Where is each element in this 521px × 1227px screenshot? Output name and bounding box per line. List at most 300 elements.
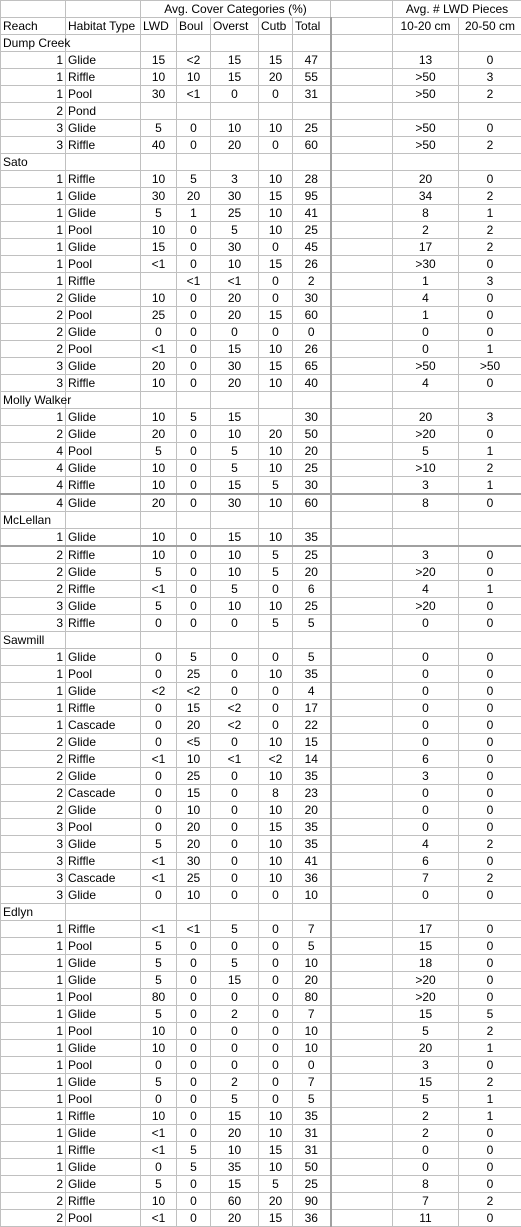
cell-lwd-10-20cm: >10 [393,460,459,477]
cell-cutb: 10 [259,1159,293,1176]
cell-lwd: 10 [141,546,177,564]
cell-lwd: 10 [141,460,177,477]
empty-cell [393,512,459,529]
cell-lwd-20-50cm: 0 [459,649,521,666]
cell-habitat-type: Riffle [66,273,141,290]
cell-overst: 20 [211,1125,259,1142]
cell-cutb: 15 [259,307,293,324]
spacer-cell [331,188,393,205]
spacer-cell [331,683,393,700]
cell-reach: 1 [1,205,66,222]
empty-cell [293,512,331,529]
cell-lwd [141,273,177,290]
cell-lwd-20-50cm: 2 [459,239,521,256]
cell-lwd-10-20cm: 0 [393,649,459,666]
section-header-row [1,632,521,649]
table-row [1,324,521,341]
cell-lwd-20-50cm: 0 [459,546,521,564]
cell-overst: 15 [211,972,259,989]
cell-habitat-type: Glide [66,1125,141,1142]
cell-overst: 15 [211,341,259,358]
cell-overst: 5 [211,222,259,239]
cell-total: 47 [293,52,331,69]
spacer-cell [331,1040,393,1057]
cell-overst: 5 [211,581,259,598]
col-total: Total [293,18,331,35]
cell-reach: 2 [1,564,66,581]
cell-cutb: 0 [259,1091,293,1108]
cell-lwd-10-20cm: 7 [393,870,459,887]
cell-lwd-20-50cm: 0 [459,700,521,717]
cell-total: 31 [293,1142,331,1159]
cell-overst [211,103,259,120]
cell-lwd: 10 [141,69,177,86]
table-row [1,1142,521,1159]
cell-lwd: 5 [141,120,177,137]
cell-lwd-10-20cm: 8 [393,205,459,222]
table-row [1,751,521,768]
cell-lwd: 10 [141,171,177,188]
cell-lwd: 5 [141,1006,177,1023]
cell-boul: 20 [177,188,211,205]
cell-lwd: 0 [141,1057,177,1074]
cell-lwd-20-50cm: 2 [459,1023,521,1040]
cell-lwd: 0 [141,615,177,632]
cell-habitat-type: Pool [66,86,141,103]
cell-reach: 1 [1,717,66,734]
table-row [1,1159,521,1176]
cell-cutb: 0 [259,972,293,989]
cell-boul: 0 [177,581,211,598]
spacer-cell [331,1125,393,1142]
cell-lwd: 10 [141,1040,177,1057]
cell-overst: 5 [211,460,259,477]
section-header-row [1,392,521,409]
lwd-pieces-header: Avg. # LWD Pieces [393,1,521,18]
cell-total: 35 [293,529,331,547]
table-row [1,989,521,1006]
spacer-cell [331,564,393,581]
table-row [1,1091,521,1108]
spacer-cell [331,1142,393,1159]
cell-reach: 3 [1,887,66,904]
table-row [1,426,521,443]
cell-lwd-10-20cm: >20 [393,598,459,615]
cell-habitat-type: Riffle [66,1142,141,1159]
cell-boul: 5 [177,649,211,666]
cell-lwd: 0 [141,785,177,802]
cell-lwd-20-50cm: 0 [459,1176,521,1193]
spacer-cell [331,581,393,598]
cell-lwd-20-50cm: 0 [459,324,521,341]
cell-cutb: 0 [259,717,293,734]
cell-reach: 1 [1,955,66,972]
cell-overst: 0 [211,819,259,836]
cell-cutb: 0 [259,1023,293,1040]
spacer-cell [331,120,393,137]
empty-cell [211,904,259,921]
cell-total: 7 [293,921,331,938]
empty-cell [393,904,459,921]
cell-lwd: 0 [141,717,177,734]
empty-cell [141,512,177,529]
cell-lwd: <1 [141,581,177,598]
cell-reach: 2 [1,785,66,802]
table-row [1,1006,521,1023]
cell-boul: 20 [177,717,211,734]
cell-lwd: 5 [141,443,177,460]
spacer-cell [331,171,393,188]
col-20-50cm: 20-50 cm [459,18,521,35]
cell-total: 25 [293,222,331,239]
cell-lwd: 20 [141,358,177,375]
cell-habitat-type: Pool [66,1057,141,1074]
cell-lwd: 0 [141,734,177,751]
spacer-cell [331,426,393,443]
empty-cell [177,392,211,409]
cell-lwd-20-50cm: 0 [459,615,521,632]
cell-boul [177,103,211,120]
cell-total: 30 [293,409,331,426]
cell-habitat-type: Glide [66,649,141,666]
cell-cutb: 0 [259,1057,293,1074]
cell-total: 20 [293,972,331,989]
table-row [1,103,521,120]
cell-boul: 0 [177,598,211,615]
cell-lwd: <1 [141,853,177,870]
cell-total: 5 [293,1091,331,1108]
cell-lwd-10-20cm: 15 [393,1074,459,1091]
spacer-cell [331,853,393,870]
cell-overst: 30 [211,188,259,205]
table-row [1,1023,521,1040]
cell-habitat-type: Pool [66,256,141,273]
cell-total: 0 [293,1057,331,1074]
cell-total: 40 [293,375,331,392]
cell-cutb: 0 [259,581,293,598]
cell-total: 25 [293,1176,331,1193]
table-row [1,358,521,375]
cell-overst: 10 [211,256,259,273]
empty-cell [331,392,393,409]
cell-lwd-10-20cm: 1 [393,273,459,290]
empty-cell [66,154,141,171]
cell-overst: 0 [211,989,259,1006]
cell-overst: 0 [211,649,259,666]
cell-reach: 2 [1,734,66,751]
cell-boul: 0 [177,529,211,547]
empty-cell [393,632,459,649]
col-10-20cm: 10-20 cm [393,18,459,35]
cell-lwd: 10 [141,290,177,307]
table-row [1,666,521,683]
table-row [1,546,521,564]
table-row [1,52,521,69]
cell-lwd: 0 [141,1091,177,1108]
empty-cell [259,392,293,409]
cell-total: 35 [293,819,331,836]
spacer-cell [331,955,393,972]
cell-habitat-type: Glide [66,529,141,547]
cell-overst: 20 [211,290,259,307]
cell-cutb: 20 [259,69,293,86]
cell-total: 6 [293,581,331,598]
table-row [1,307,521,324]
cell-habitat-type: Pool [66,222,141,239]
cell-boul: 10 [177,69,211,86]
col-cutb: Cutb [259,18,293,35]
spacer-cell [331,1074,393,1091]
cell-cutb: 15 [259,1210,293,1227]
cell-habitat-type: Glide [66,1074,141,1091]
cell-reach: 2 [1,341,66,358]
table-row [1,222,521,239]
cell-boul: 20 [177,819,211,836]
cell-boul: 5 [177,409,211,426]
empty-cell [459,632,521,649]
cell-total: 23 [293,785,331,802]
cell-lwd-20-50cm: 0 [459,426,521,443]
cell-lwd-20-50cm: 0 [459,887,521,904]
empty-cell [331,154,393,171]
cell-reach: 2 [1,426,66,443]
cell-reach: 1 [1,683,66,700]
cell-cutb: 10 [259,1125,293,1142]
spacer-cell [331,1057,393,1074]
cell-cutb: 5 [259,615,293,632]
cell-overst: <2 [211,700,259,717]
cell-lwd-10-20cm: 2 [393,1125,459,1142]
cell-lwd: 5 [141,955,177,972]
cell-boul: 0 [177,1074,211,1091]
cell-boul: 0 [177,477,211,495]
cell-lwd-10-20cm: 0 [393,1142,459,1159]
table-row [1,69,521,86]
cell-overst: 60 [211,1193,259,1210]
cell-lwd: 80 [141,989,177,1006]
spacer-cell [331,802,393,819]
cell-boul: <2 [177,683,211,700]
cell-overst: 30 [211,239,259,256]
cell-boul: 5 [177,1142,211,1159]
spacer-cell [331,819,393,836]
cell-lwd-10-20cm: 8 [393,494,459,512]
cell-lwd-20-50cm: 1 [459,341,521,358]
cell-lwd-20-50cm: 0 [459,683,521,700]
cell-habitat-type: Pool [66,666,141,683]
cell-boul: 0 [177,1210,211,1227]
cell-reach: 1 [1,938,66,955]
spacer-cell [331,615,393,632]
cell-lwd-20-50cm: 1 [459,1108,521,1125]
cell-overst: 0 [211,1040,259,1057]
table-row [1,649,521,666]
empty-cell [459,35,521,52]
section-header-row [1,904,521,921]
cell-lwd: <1 [141,870,177,887]
cell-boul: 0 [177,239,211,256]
cell-boul: <1 [177,273,211,290]
spacer-cell [331,649,393,666]
cell-lwd-20-50cm: 0 [459,307,521,324]
cell-lwd-20-50cm: 0 [459,768,521,785]
cell-cutb: 0 [259,683,293,700]
cell-boul: 5 [177,1159,211,1176]
table-row [1,256,521,273]
cell-reach: 1 [1,1125,66,1142]
cell-cutb: 10 [259,836,293,853]
cell-boul: 0 [177,615,211,632]
cell-cutb: <2 [259,751,293,768]
cell-total: 36 [293,1210,331,1227]
cell-boul: 0 [177,955,211,972]
section-header-row [1,512,521,529]
cell-cutb: 5 [259,564,293,581]
cell-cutb: 10 [259,529,293,547]
cell-lwd-10-20cm: >50 [393,358,459,375]
cell-cutb: 15 [259,256,293,273]
cell-total: 26 [293,341,331,358]
cell-total: 20 [293,564,331,581]
cell-habitat-type: Glide [66,768,141,785]
table-row [1,853,521,870]
cell-lwd: 0 [141,324,177,341]
spacer-cell [331,529,393,547]
empty-cell [177,512,211,529]
col-habitat-type: Habitat Type [66,18,141,35]
cell-boul: 5 [177,171,211,188]
cell-cutb: 20 [259,426,293,443]
spacer-cell [331,137,393,154]
cell-boul: <2 [177,52,211,69]
table-row [1,494,521,512]
empty-cell [211,512,259,529]
col-spacer [331,18,393,35]
cell-total: 55 [293,69,331,86]
cell-lwd-20-50cm: 5 [459,1006,521,1023]
cell-lwd: 0 [141,649,177,666]
table-row [1,598,521,615]
col-boul: Boul [177,18,211,35]
cell-lwd: 5 [141,972,177,989]
cell-habitat-type: Glide [66,426,141,443]
empty-cell [459,904,521,921]
cell-habitat-type: Glide [66,460,141,477]
cell-cutb: 0 [259,921,293,938]
cell-boul: 0 [177,256,211,273]
cell-reach: 1 [1,1040,66,1057]
cell-lwd: <1 [141,341,177,358]
cell-cutb: 0 [259,239,293,256]
cell-cutb: 0 [259,989,293,1006]
cell-total: 10 [293,887,331,904]
cell-lwd-20-50cm: 0 [459,494,521,512]
cell-cutb: 5 [259,1176,293,1193]
cell-total: 25 [293,120,331,137]
spacer-cell [331,717,393,734]
cell-lwd-20-50cm: 1 [459,1040,521,1057]
cell-lwd-20-50cm: 0 [459,938,521,955]
spacer-cell [331,887,393,904]
table-row [1,375,521,392]
cell-total: 17 [293,700,331,717]
empty-cell [293,154,331,171]
cell-overst: 0 [211,615,259,632]
empty-cell [259,512,293,529]
table-row [1,137,521,154]
cell-lwd-20-50cm: 3 [459,69,521,86]
cell-lwd-20-50cm: 0 [459,1125,521,1142]
cell-total: 5 [293,615,331,632]
cell-lwd-20-50cm: 0 [459,375,521,392]
table-row [1,700,521,717]
cell-lwd-10-20cm [393,529,459,547]
cell-overst: 2 [211,1006,259,1023]
cell-habitat-type: Glide [66,887,141,904]
spacer-cell [331,938,393,955]
cell-overst: 15 [211,409,259,426]
cell-lwd-20-50cm: 3 [459,273,521,290]
cell-reach: 3 [1,137,66,154]
table-row [1,564,521,581]
cell-lwd-10-20cm: 4 [393,581,459,598]
cell-total: 0 [293,324,331,341]
table-row [1,120,521,137]
spacer-cell [331,443,393,460]
group-header-row [1,1,521,18]
cell-lwd-20-50cm: 0 [459,256,521,273]
cell-lwd-20-50cm: 0 [459,921,521,938]
spacer-cell [331,734,393,751]
cell-reach: 1 [1,69,66,86]
cell-boul: 0 [177,375,211,392]
cell-cutb: 15 [259,52,293,69]
cell-habitat-type: Glide [66,1159,141,1176]
cell-lwd-10-20cm: 8 [393,1176,459,1193]
cell-lwd-20-50cm: 0 [459,734,521,751]
cell-cutb: 10 [259,598,293,615]
cell-boul: 0 [177,1040,211,1057]
cell-overst: 10 [211,564,259,581]
cell-lwd-10-20cm: >50 [393,137,459,154]
cell-lwd: 15 [141,239,177,256]
cell-lwd-10-20cm: >20 [393,564,459,581]
cell-total: 50 [293,1159,331,1176]
table-row [1,290,521,307]
spacer-cell [331,256,393,273]
empty-cell [259,35,293,52]
empty-cell [331,35,393,52]
cell-habitat-type: Glide [66,598,141,615]
cell-reach: 2 [1,1176,66,1193]
cell-lwd-10-20cm: 0 [393,785,459,802]
cell-boul: 0 [177,443,211,460]
spacer-cell [331,768,393,785]
cell-cutb: 10 [259,171,293,188]
cell-cutb: 10 [259,734,293,751]
cell-cutb: 10 [259,120,293,137]
cell-total: 10 [293,955,331,972]
cell-total: 7 [293,1006,331,1023]
cell-total: 14 [293,751,331,768]
cell-habitat-type: Glide [66,239,141,256]
empty-cell [66,392,141,409]
cell-habitat-type: Glide [66,802,141,819]
cell-habitat-type: Glide [66,409,141,426]
spacer-cell [331,477,393,495]
cell-habitat-type: Cascade [66,785,141,802]
cell-reach: 1 [1,529,66,547]
